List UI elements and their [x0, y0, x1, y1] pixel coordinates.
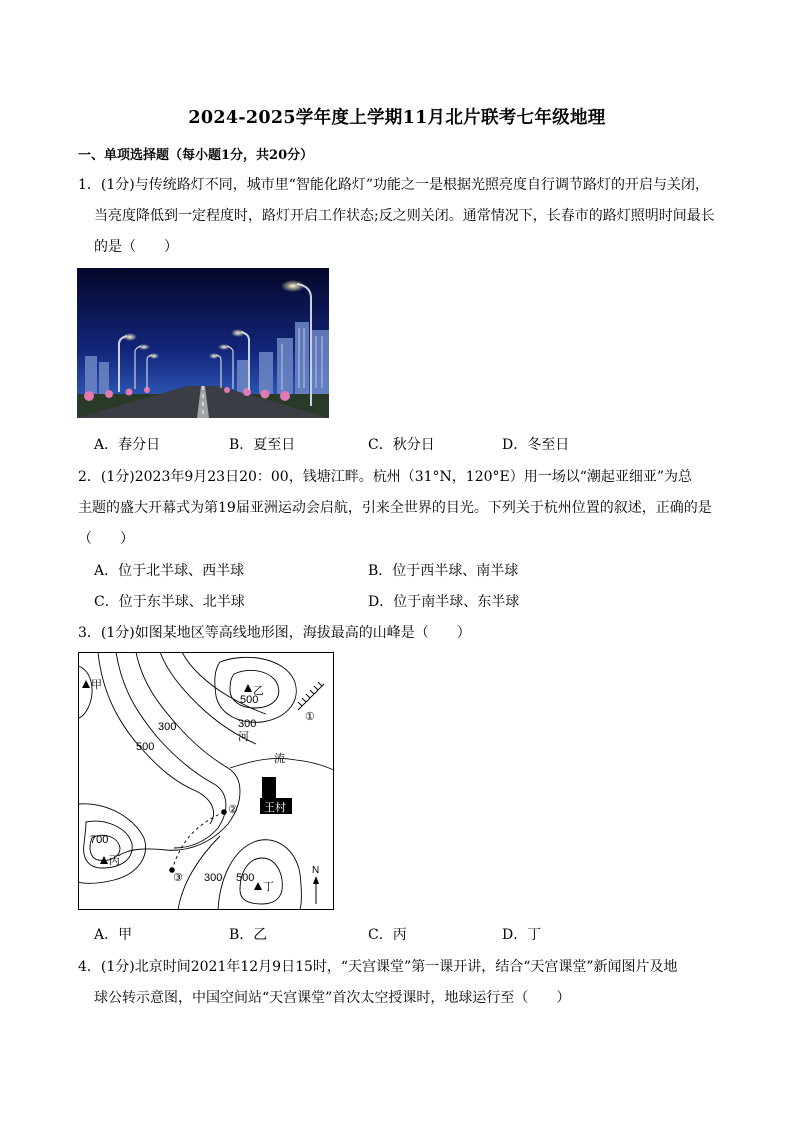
contour-map-figure [78, 652, 334, 910]
q2-option-c[interactable]: C．位于东半球、北半球 [94, 594, 245, 610]
contour-label-300: 300 [204, 872, 223, 884]
q1-option-b[interactable]: B．夏至日 [229, 437, 296, 453]
marker-3-label: ③ [173, 872, 183, 884]
q1-line-2: 当亮度降低到一定程度时，路灯开启工作状态;反之则关闭。通常情况下，长春市的路灯照明时间最长 [94, 208, 715, 224]
contour-label-300: 300 [238, 718, 257, 730]
street-lamp-illustration [77, 268, 329, 418]
q1-option-c[interactable]: C．秋分日 [368, 437, 435, 453]
q1-line-1: 1．(1分)与传统路灯不同，城市里“智能化路灯”功能之一是根据光照亮度自行调节路灯的开启与关闭， [78, 177, 710, 193]
page-title: 2024-2025学年度上学期11月北片联考七年级地理 [188, 108, 606, 128]
q3-option-c[interactable]: C．丙 [368, 927, 407, 943]
q2-line-1: 2．(1分)2023年9月23日20：00，钱塘江畔。杭州（31°N，120°E）用一场以“潮起亚细亚”为总 [78, 469, 693, 485]
q3-option-a[interactable]: A．甲 [94, 927, 133, 943]
q3-option-b[interactable]: B．乙 [229, 927, 268, 943]
marker-2-label: ② [228, 804, 238, 816]
q4-line-1: 4．(1分)北京时间2021年12月9日15时，“天宫课堂”第一课开讲，结合“天宫课堂”新闻图片及地 [78, 959, 678, 975]
peak-jia-label: 甲 [91, 679, 102, 691]
marker-1-label: ① [305, 711, 315, 723]
peak-yi-label: 乙 [253, 685, 264, 697]
contour-label-300: 300 [158, 721, 177, 733]
contour-label-500: 500 [136, 741, 155, 753]
river-label-liu: 流 [274, 753, 285, 765]
q1-option-a[interactable]: A．春分日 [94, 437, 161, 453]
village-label: 王村 [264, 802, 286, 814]
contour-label-500: 500 [240, 694, 259, 706]
section-heading: 一、单项选择题（每小题1分，共20分） [78, 148, 314, 163]
river-label-he: 河 [238, 731, 249, 743]
q3-line-1: 3．(1分)如图某地区等高线地形图，海拔最高的山峰是（ ） [78, 625, 471, 641]
contour-label-700: 700 [90, 834, 109, 846]
q2-line-3: （ ） [78, 531, 134, 547]
street-lamp-photo [77, 268, 329, 418]
contour-label-500: 500 [236, 872, 255, 884]
q4-line-2: 球公转示意图，中国空间站“天宫课堂”首次太空授课时，地球运行至（ ） [94, 990, 571, 1006]
q2-line-2: 主题的盛大开幕式为第19届亚洲运动会启航，引来全世界的目光。下列关于杭州位置的叙述，正确的是 [78, 500, 712, 516]
peak-bing-label: 丙 [109, 855, 120, 867]
q2-option-b[interactable]: B．位于西半球、南半球 [368, 563, 519, 579]
q3-option-d[interactable]: D．丁 [502, 927, 542, 943]
q2-option-a[interactable]: A．位于北半球、西半球 [94, 563, 245, 579]
contour-map [78, 652, 334, 910]
q1-option-d[interactable]: D．冬至日 [502, 437, 570, 453]
north-label: N [312, 865, 320, 876]
q1-line-3: 的是（ ） [94, 239, 178, 255]
q2-option-d[interactable]: D．位于南半球、东半球 [368, 594, 520, 610]
peak-ding-label: 丁 [263, 881, 274, 893]
